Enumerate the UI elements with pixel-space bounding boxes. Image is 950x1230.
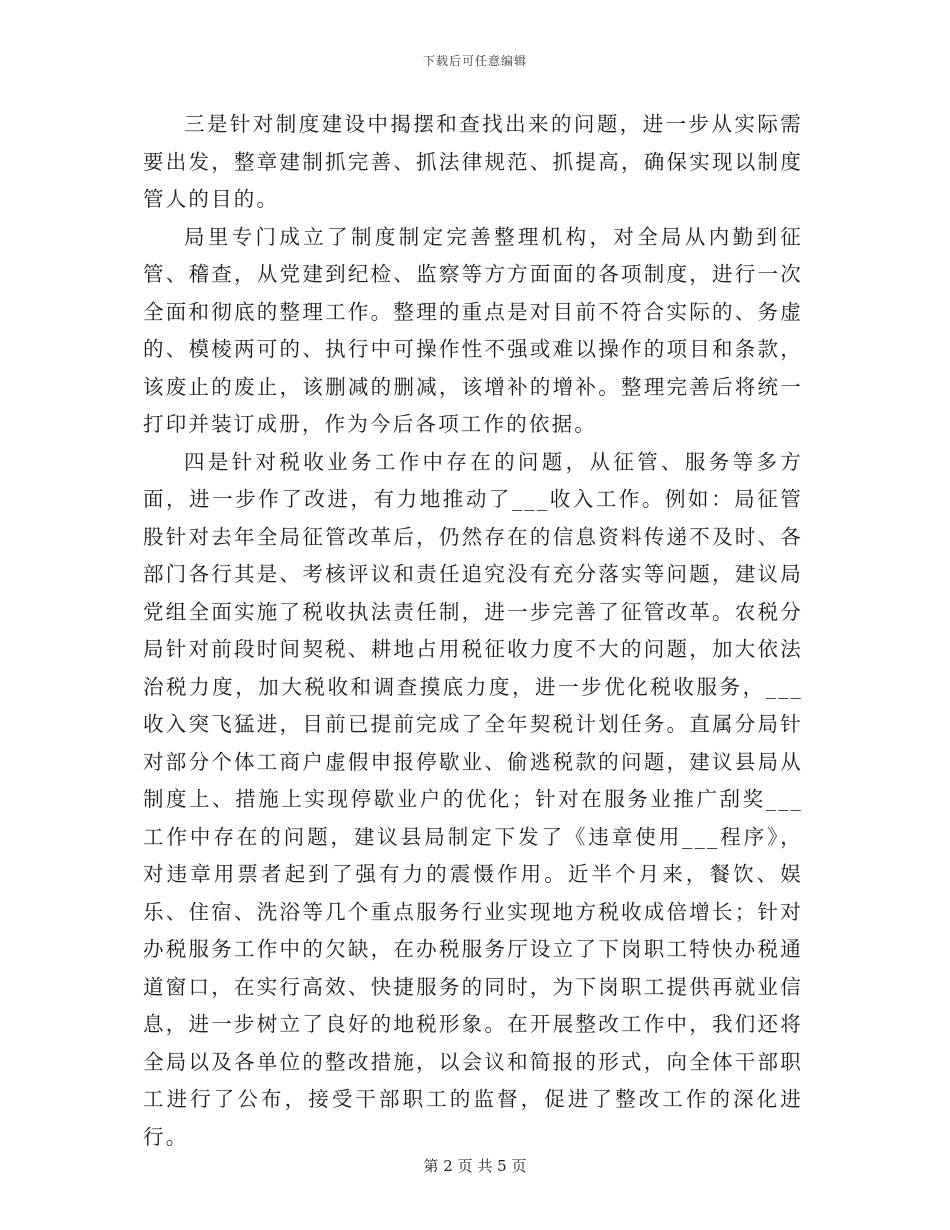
paragraph-tax-business: 四是针对税收业务工作中存在的问题，从征管、服务等多方面，进一步作了改进，有力地推动了___收入工作。例如：局征管股针对去年全局征管改革后，仍然存在的信息资料传递不及时、各部门各行其是、考核评议和责任追究没有充分落实等问题，建议局党组全面实施了税收执法责任制，进一步完善了征管改革。农税分局针对前段时间契税、耕地占用税征收力度不大的问题，加大依法治税力度，加大税收和调查摸底力度，进一步优化税收服务，___收入突飞猛进，目前已提前完成了全年契税计划任务。直属分局针对部分个体工商户虚假申报停歇业、偷逃税款的问题，建议县局从制度上、措施上实现停歇业户的优化；针对在服务业推广刮奖___工作中存在的问题，建议县局制定下发了《违章使用___程序》，对违章用票者起到了强有力的震慑作用。近半个月来，餐饮、娱乐、住宿、洗浴等几个重点服务行业实现地方税收成倍增长；针对办税服务工作中的欠缺，在办税服务厅设立了下岗职工特快办税通道窗口，在实行高效、快捷服务的同时，为下岗职工提供再就业信息，进一步树立了良好的地税形象。在开展整改工作中，我们还将全局以及各单位的整改措施，以会议和简报的形式，向全体干部职工进行了公布，接受干部职工的监督，促进了整改工作的深化进行。 (143, 449, 803, 1149)
document-body (143, 106, 803, 1156)
page-number: 第 2 页 共 5 页 (423, 1157, 527, 1175)
paragraph-system-building: 三是针对制度建设中揭摆和查找出来的问题，进一步从实际需要出发，整章建制抓完善、抓法律规范、抓提高，确保实现以制度管人的目的。 (143, 112, 803, 211)
paragraph-rules-cleanup: 局里专门成立了制度制定完善整理机构，对全局从内勤到征管、稽查，从党建到纪检、监察等方方面面的各项制度，进行一次全面和彻底的整理工作。整理的重点是对目前不符合实际的、务虚的、模棱两可的、执行中可操作性不强或难以操作的项目和条款，该废止的废止，该删减的删减，该增补的增补。整理完善后将统一打印并装订成册，作为今后各项工作的依据。 (143, 224, 803, 436)
page-header-note: 下载后可任意编辑 (422, 54, 527, 68)
